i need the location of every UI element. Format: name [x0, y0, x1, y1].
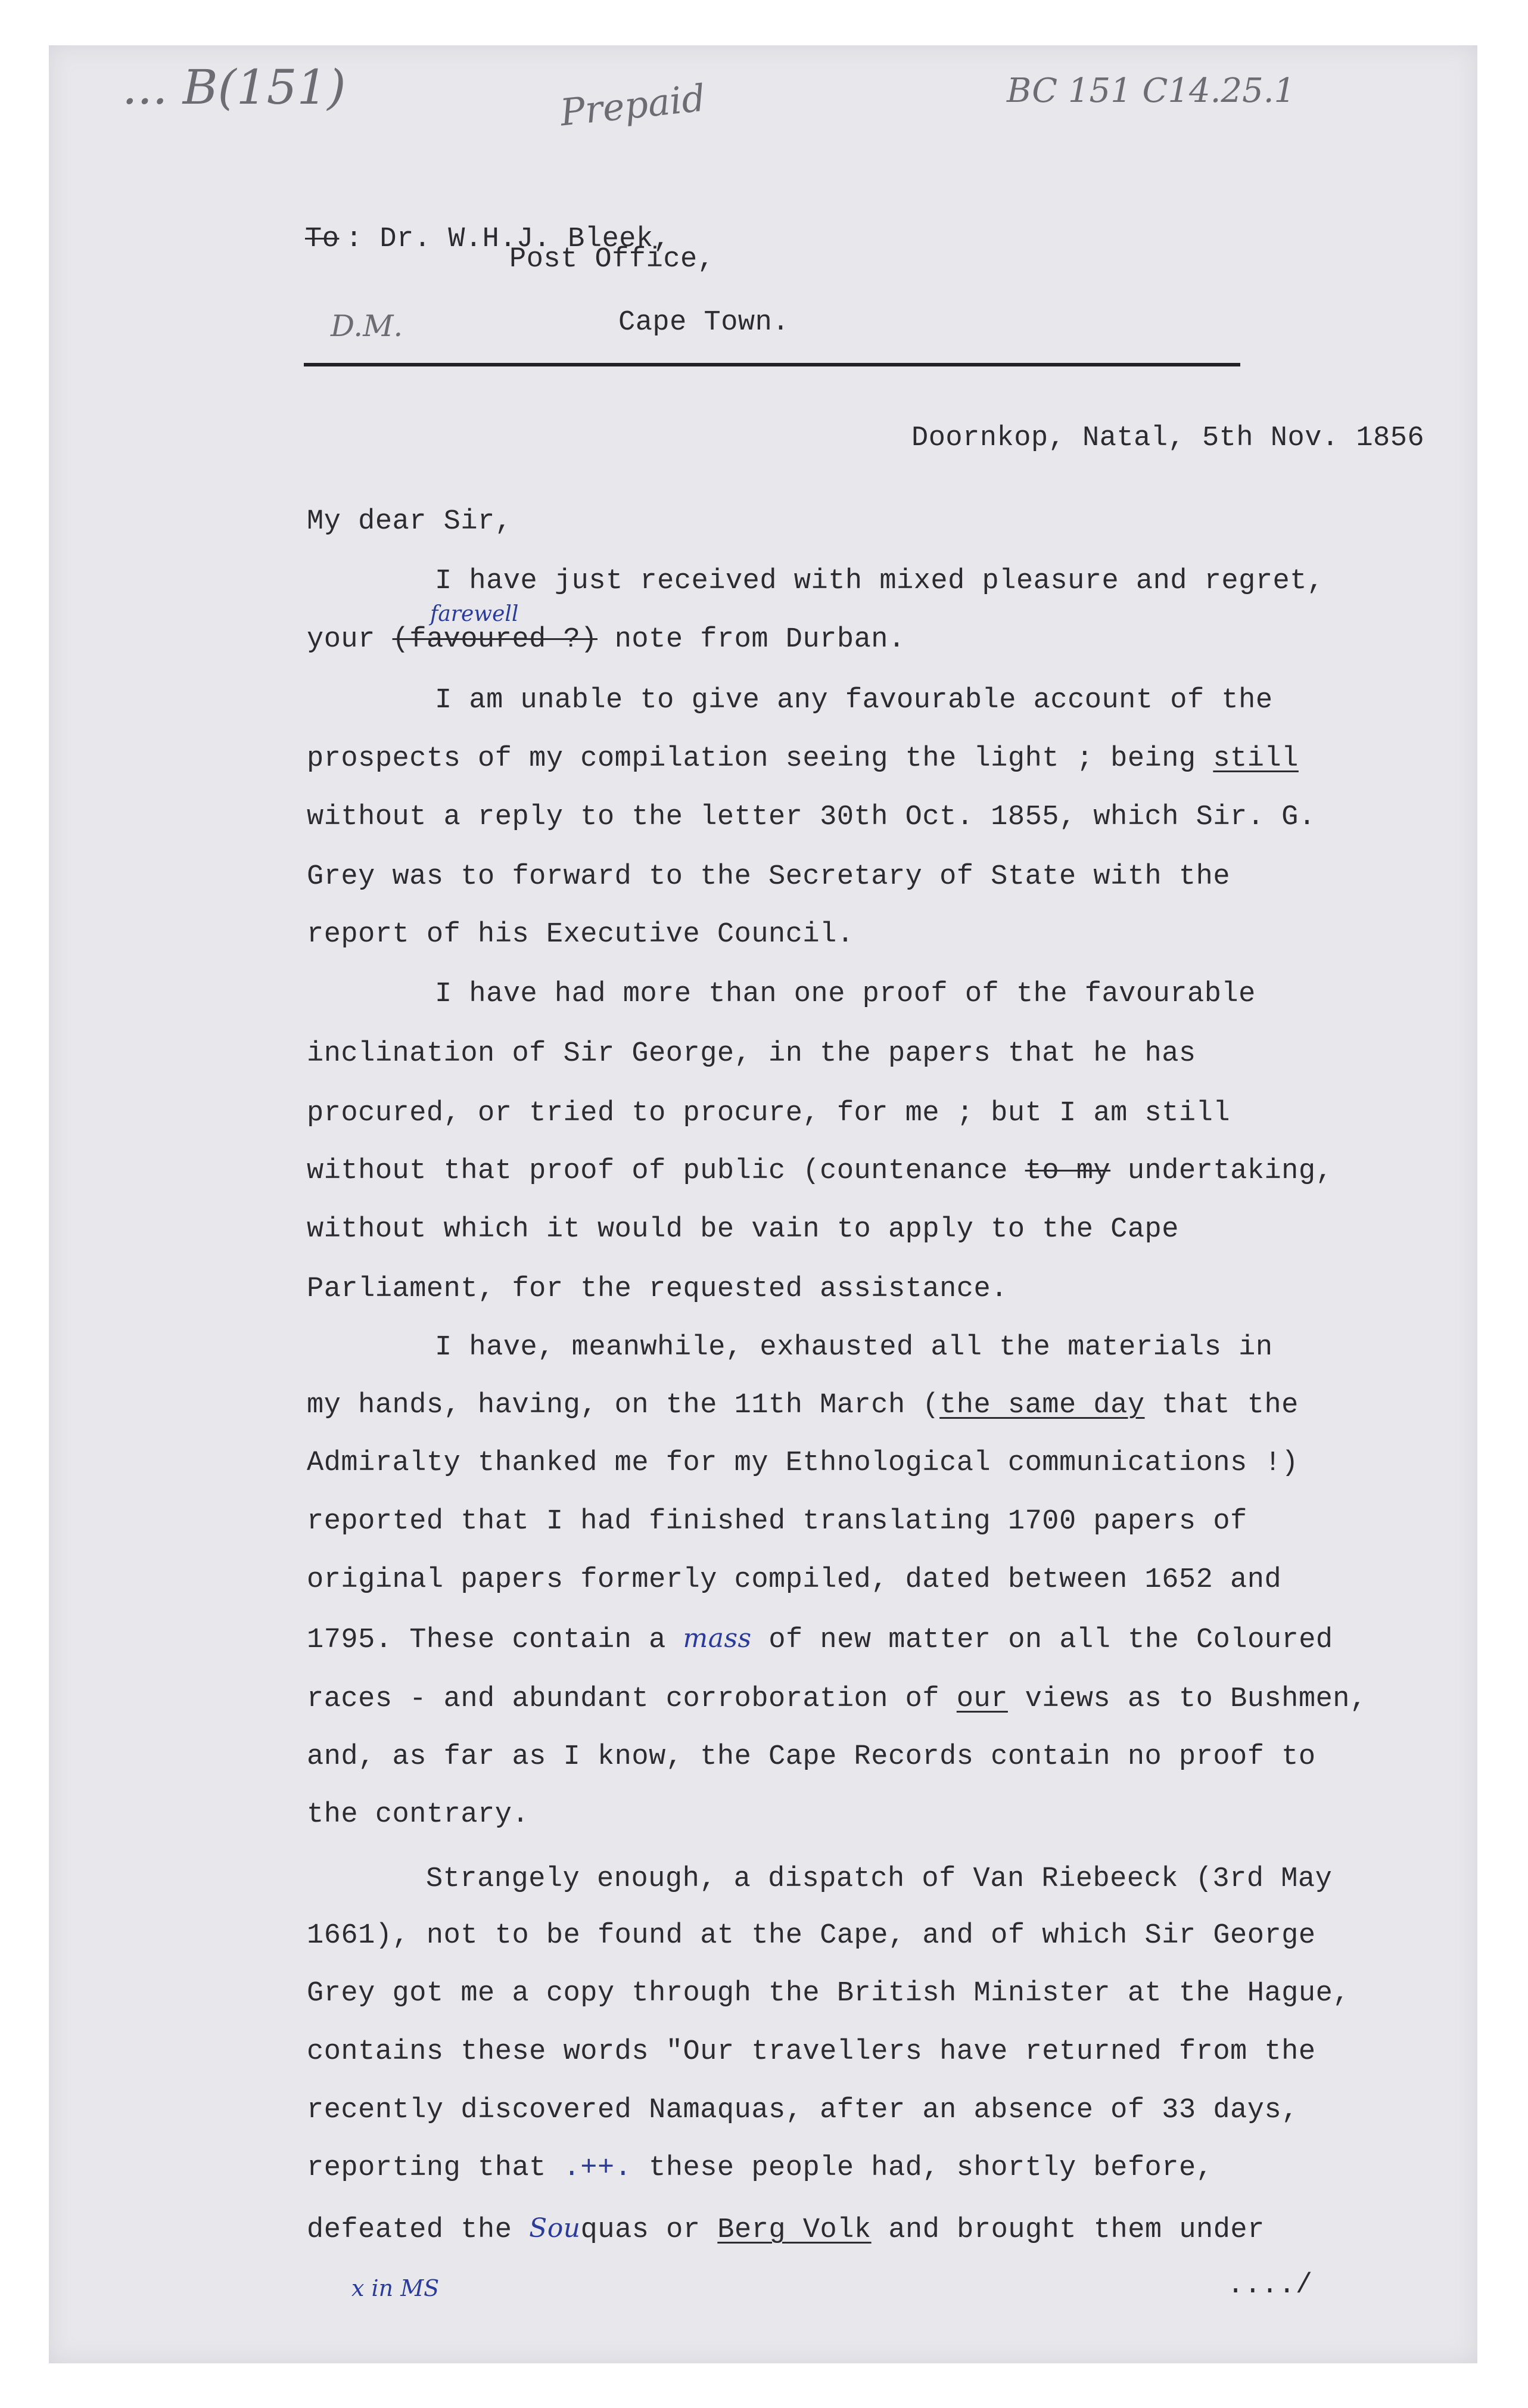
reference-annotation-top-left: ... B(151): [122, 60, 346, 115]
body-line-15: my hands, having, on the 11th March (the same day that the: [307, 1390, 1299, 1421]
reference-annotation-top-right: BC 151 C14.25.1: [1007, 72, 1296, 110]
address-line-1: : Dr. W.H.J. Bleek,: [346, 223, 671, 255]
insertion-mark: .++.: [563, 2152, 632, 2184]
body-line-06: Grey was to forward to the Secretary of State with the: [307, 861, 1231, 893]
address-to-prefix: To: [305, 223, 340, 255]
body-line-24: 1661), not to be found at the Cape, and of which Sir George: [307, 1920, 1316, 1952]
body-line-12: without which it would be vain to apply to the Cape: [307, 1214, 1179, 1245]
body-line-26: contains these words "Our travellers have returned from the: [307, 2036, 1316, 2068]
salutation: My dear Sir,: [307, 506, 512, 537]
body-line-09: inclination of Sir George, in the papers that he has: [307, 1038, 1196, 1070]
body-line-22: the contrary.: [307, 1799, 530, 1831]
body-line-20: races - and abundant corroboration of our views as to Bushmen,: [307, 1683, 1367, 1715]
farewell-annotation: farewell: [430, 602, 519, 626]
body-line-14: I have, meanwhile, exhausted all the materials in: [435, 1332, 1273, 1363]
prepaid-annotation: Prepaid: [558, 76, 708, 135]
body-line-27: recently discovered Namaquas, after an absence of 33 days,: [307, 2095, 1299, 2126]
body-line-28: reporting that .++. these people had, shortly before,: [307, 2152, 1213, 2184]
body-line-04: prospects of my compilation seeing the light ; being still: [307, 743, 1299, 775]
body-line-16: Admiralty thanked me for my Ethnological communications !): [307, 1447, 1299, 1479]
body-line-23: Strangely enough, a dispatch of Van Riebeeck (3rd May: [426, 1863, 1333, 1895]
address-divider: [304, 363, 1240, 366]
body-line-02: your (favoured ?) note from Durban.: [307, 624, 905, 655]
body-line-05: without a reply to the letter 30th Oct. 1855, which Sir. G.: [307, 801, 1316, 833]
dateline: Doornkop, Natal, 5th Nov. 1856: [911, 422, 1425, 454]
dm-annotation: D.M.: [331, 309, 403, 343]
body-line-10: procured, or tried to procure, for me ; but I am still: [307, 1098, 1231, 1129]
continuation-mark: ..../: [1227, 2270, 1313, 2301]
body-line-18: original papers formerly compiled, dated between 1652 and: [307, 1564, 1282, 1596]
body-line-17: reported that I had finished translating 1700 papers of: [307, 1506, 1247, 1537]
x-in-ms-annotation: x in MS: [351, 2275, 440, 2301]
address-line-3: Cape Town.: [618, 307, 790, 338]
body-line-11: without that proof of public (countenance to my undertaking,: [307, 1155, 1333, 1187]
body-line-19: 1795. These contain a mass of new matter on all the Coloured: [307, 1623, 1333, 1656]
sou-annotation: Sou: [529, 2213, 581, 2244]
body-line-25: Grey got me a copy through the British Minister at the Hague,: [307, 1978, 1350, 2009]
body-line-21: and, as far as I know, the Cape Records contain no proof to: [307, 1741, 1316, 1773]
body-line-29: defeated the Souquas or Berg Volk and brought them under: [307, 2213, 1265, 2246]
document-sheet: [49, 45, 1477, 2363]
body-line-13: Parliament, for the requested assistance.: [307, 1273, 1008, 1305]
address-line-2: Post Office,: [509, 244, 715, 275]
body-line-07: report of his Executive Council.: [307, 919, 854, 950]
body-line-03: I am unable to give any favourable account of the: [435, 685, 1273, 716]
body-line-01: I have just received with mixed pleasure and regret,: [435, 566, 1324, 597]
mass-annotation: mass: [683, 1623, 752, 1654]
body-line-08: I have had more than one proof of the favourable: [435, 978, 1256, 1010]
